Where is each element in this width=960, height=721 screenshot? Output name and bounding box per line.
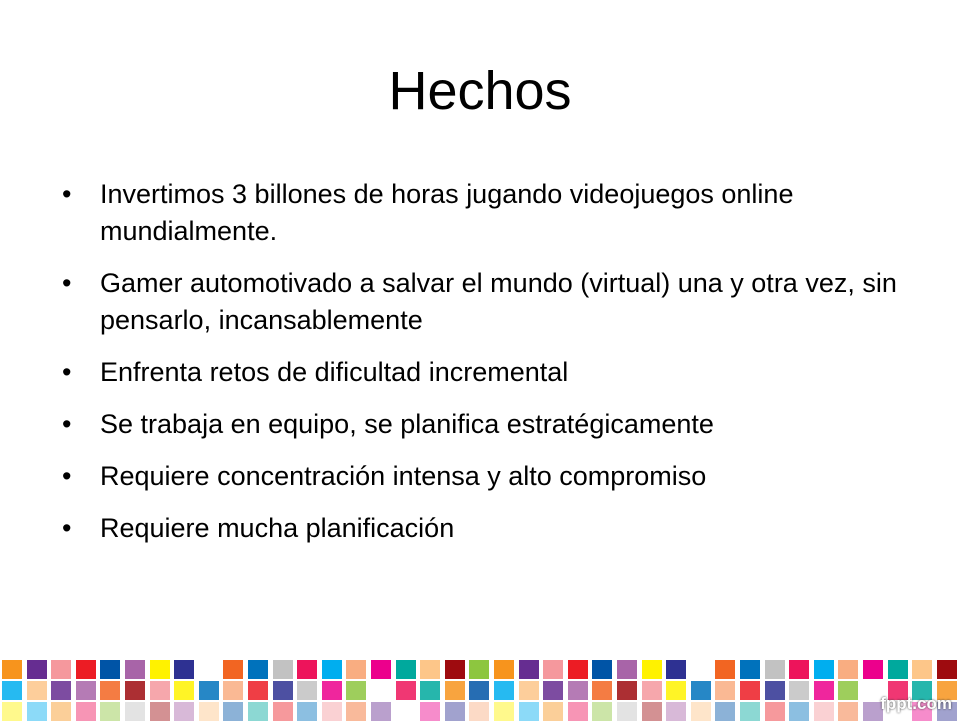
mosaic-tile: [248, 681, 268, 700]
bullet-item: [62, 354, 912, 391]
mosaic-tile: [543, 660, 563, 679]
mosaic-tile: [125, 702, 145, 721]
bullet-dot: •: [62, 409, 72, 439]
bullet-dot: •: [62, 513, 72, 543]
mosaic-tile: [125, 660, 145, 679]
bullet-text: Se trabaja en equipo, se planifica estratégicamente: [100, 409, 714, 439]
mosaic-tile: [740, 702, 760, 721]
mosaic-tile: [568, 702, 588, 721]
mosaic-tile: [445, 702, 465, 721]
mosaic-tile: [715, 660, 735, 679]
bullet-dot: •: [62, 268, 72, 298]
mosaic-tile: [174, 681, 194, 700]
mosaic-tile: [150, 702, 170, 721]
bullet-text: Invertimos 3 billones de horas jugando videojuegos online mundialmente.: [100, 179, 794, 246]
mosaic-tile: [445, 660, 465, 679]
mosaic-tile: [396, 702, 416, 721]
mosaic-tile: [2, 660, 22, 679]
mosaic-tile: [100, 660, 120, 679]
bullet-dot: •: [62, 357, 72, 387]
mosaic-tile: [863, 660, 883, 679]
mosaic-tile: [740, 681, 760, 700]
mosaic-tile: [642, 681, 662, 700]
mosaic-tile: [199, 702, 219, 721]
mosaic-tile: [322, 681, 342, 700]
mosaic-tile: [789, 681, 809, 700]
mosaic-tile: [248, 660, 268, 679]
mosaic-tile: [494, 681, 514, 700]
mosaic-tile: [297, 702, 317, 721]
bullet-item: [62, 265, 912, 339]
bullet-text: Gamer automotivado a salvar el mundo (virtual) una y otra vez, sin pensarlo, incansablemente: [100, 268, 897, 335]
mosaic-tile: [27, 660, 47, 679]
mosaic-tile: [150, 681, 170, 700]
mosaic-tile: [888, 660, 908, 679]
mosaic-tile: [420, 702, 440, 721]
bullet-text: Enfrenta retos de dificultad incremental: [100, 357, 569, 387]
mosaic-tile: [346, 702, 366, 721]
mosaic-tile: [371, 702, 391, 721]
mosaic-tile: [125, 681, 145, 700]
bullet-dot: •: [62, 461, 72, 491]
mosaic-tile: [519, 702, 539, 721]
mosaic-tile: [519, 681, 539, 700]
bullet-list: [62, 176, 912, 562]
mosaic-tile: [494, 660, 514, 679]
mosaic-tile: [666, 660, 686, 679]
mosaic-tile: [469, 681, 489, 700]
mosaic-tile: [715, 702, 735, 721]
color-tile-mosaic: [0, 657, 960, 720]
mosaic-tile: [273, 660, 293, 679]
mosaic-tile: [322, 702, 342, 721]
mosaic-tile: [174, 660, 194, 679]
mosaic-tile: [27, 681, 47, 700]
mosaic-tile: [322, 660, 342, 679]
mosaic-tile: [838, 681, 858, 700]
mosaic-tile: [445, 681, 465, 700]
mosaic-tile: [346, 681, 366, 700]
mosaic-tile: [76, 660, 96, 679]
mosaic-tile: [248, 702, 268, 721]
mosaic-tile: [51, 660, 71, 679]
watermark-logo: fppt.com: [880, 694, 952, 713]
mosaic-tile: [814, 681, 834, 700]
mosaic-tile: [543, 702, 563, 721]
mosaic-tile: [51, 681, 71, 700]
mosaic-tile: [371, 660, 391, 679]
mosaic-tile: [346, 660, 366, 679]
slide-title: Hechos: [388, 61, 572, 121]
mosaic-tile: [838, 660, 858, 679]
mosaic-tile: [691, 702, 711, 721]
mosaic-tile: [469, 660, 489, 679]
bullet-item: [62, 406, 912, 443]
mosaic-tile: [765, 660, 785, 679]
mosaic-tile: [642, 660, 662, 679]
mosaic-tile: [740, 660, 760, 679]
bullet-text: Requiere concentración intensa y alto compromiso: [100, 461, 707, 491]
mosaic-tile: [223, 702, 243, 721]
mosaic-tile: [789, 660, 809, 679]
mosaic-tile: [396, 681, 416, 700]
mosaic-tile: [617, 660, 637, 679]
mosaic-tile: [691, 660, 711, 679]
mosaic-tile: [371, 681, 391, 700]
mosaic-tile: [838, 702, 858, 721]
mosaic-tile: [2, 681, 22, 700]
mosaic-tile: [592, 681, 612, 700]
mosaic-tile: [273, 702, 293, 721]
mosaic-tile: [420, 660, 440, 679]
mosaic-tile: [912, 660, 932, 679]
mosaic-tile: [937, 660, 957, 679]
mosaic-tile: [765, 702, 785, 721]
mosaic-tile: [469, 702, 489, 721]
mosaic-tile: [273, 681, 293, 700]
mosaic-tile: [223, 681, 243, 700]
bullet-item: [62, 510, 912, 547]
mosaic-tile: [76, 681, 96, 700]
mosaic-tile: [76, 702, 96, 721]
mosaic-tile: [27, 702, 47, 721]
mosaic-tile: [666, 702, 686, 721]
mosaic-tile: [543, 681, 563, 700]
bullet-item: [62, 176, 912, 250]
mosaic-tile: [2, 702, 22, 721]
bullet-dot: •: [62, 179, 72, 209]
mosaic-tile: [51, 702, 71, 721]
bullet-text: Requiere mucha planificación: [100, 513, 455, 543]
mosaic-tile: [297, 660, 317, 679]
mosaic-tile: [814, 702, 834, 721]
mosaic-tile: [223, 660, 243, 679]
mosaic-tile: [568, 660, 588, 679]
mosaic-tile: [617, 702, 637, 721]
mosaic-tile: [592, 660, 612, 679]
mosaic-tile: [420, 681, 440, 700]
mosaic-tile: [642, 702, 662, 721]
mosaic-tile: [789, 702, 809, 721]
mosaic-tile: [691, 681, 711, 700]
mosaic-tile: [617, 681, 637, 700]
mosaic-tile: [666, 681, 686, 700]
mosaic-tile: [519, 660, 539, 679]
mosaic-tile: [100, 702, 120, 721]
mosaic-tile: [494, 702, 514, 721]
bullet-item: [62, 458, 912, 495]
mosaic-tile: [174, 702, 194, 721]
mosaic-tile: [814, 660, 834, 679]
mosaic-tile: [199, 681, 219, 700]
mosaic-tile: [297, 681, 317, 700]
mosaic-tile: [568, 681, 588, 700]
mosaic-tile: [715, 681, 735, 700]
mosaic-tile: [592, 702, 612, 721]
mosaic-tile: [396, 660, 416, 679]
mosaic-tile: [765, 681, 785, 700]
mosaic-tile: [199, 660, 219, 679]
mosaic-tile: [100, 681, 120, 700]
mosaic-tile: [150, 660, 170, 679]
